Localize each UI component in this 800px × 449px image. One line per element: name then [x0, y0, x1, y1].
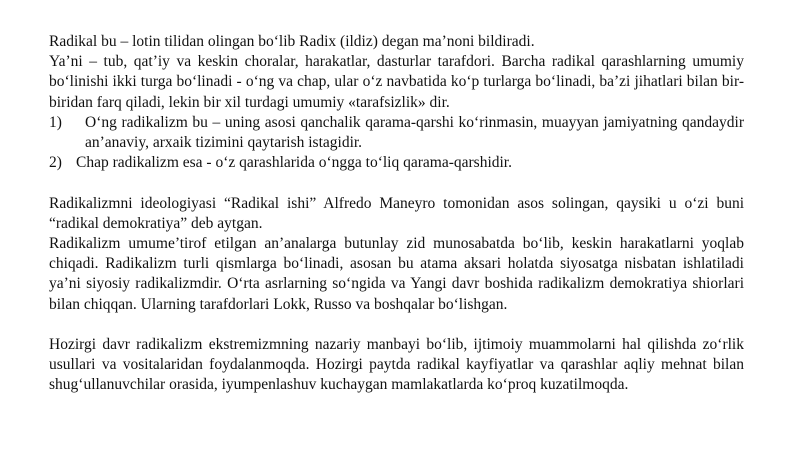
paragraph-gap [49, 173, 744, 193]
history-paragraph: Radikalizm umume’tirof etilgan an’analarga butunlay zid munosabatda bo‘lib, keskin harakatlarni yoqlab chiqadi. Radikalizm turli qismlarga bo‘linadi, asosan bu atama aksari holatda siyosatga nisbatan ishlatiladi ya’ni siyosiy radikalizmdir. O‘rta asrlarning so‘ngida va Yangi davr boshida radikalizm demokratiya shiorlari bilan chiqqan. Ularning tarafdorlari Lokk, Russo va boshqalar bo‘lishgan. [49, 235, 744, 313]
list-item-left-radicalism [49, 153, 744, 173]
document-page [49, 32, 744, 396]
ideology-section [49, 194, 744, 315]
paragraph-gap [49, 315, 744, 335]
list-item-right-radicalism [49, 113, 744, 153]
definition-section [49, 32, 744, 173]
definition-paragraph: Radikal bu – lotin tilidan olingan bo‘lib Radix (ildiz) degan ma’noni bildiradi. [49, 33, 535, 50]
list-number: 1) [49, 113, 62, 131]
list-item-text: O‘ng radikalizm bu – uning asosi qanchalik qarama-qarshi ko‘rinmasin, muayyan jamiyatning qandaydir an’anaviy, arxaik tizimini qaytarish istagidir. [85, 113, 744, 152]
classification-paragraph: Ya’ni – tub, qat’iy va keskin choralar, harakatlar, dasturlar tarafdori. Barcha radikal qarashlarning umumiy bo‘linishi ikki turga bo‘linadi - o‘ng va chap, ular o‘z navbatida ko‘p turlarga bo‘linadi, ba’zi jihatlari bilan bir-biridan farq qiladi, lekin bir xil turdagi umumiy «tarafsizlik» dir. [49, 53, 744, 111]
ideology-paragraph: Radikalizmni ideologiyasi “Radikal ishi” Alfredo Maneyro tomonidan asos solingan, qaysiki u o‘zi buni “radikal demokratiya” deb aytgan. [49, 194, 744, 232]
modern-section [49, 335, 744, 396]
list-item-text: Chap radikalizm esa - o‘z qarashlarida o‘ngga to‘liq qarama-qarshidir. [76, 154, 512, 172]
list-number: 2) [49, 154, 62, 172]
modern-radicalism-paragraph: Hozirgi davr radikalizm ekstremizmning nazariy manbayi bo‘lib, ijtimoiy muammolarni hal qilishda zo‘rlik usullari va vositalaridan foydalanmoqda. Hozirgi paytda radikal kayfiyatlar va qarashlar aqliy mehnat bilan shug‘ullanuvchilar orasida, iyumpenlashuv kuchaygan mamlakatlarda ko‘proq kuzatilmoqda. [49, 336, 744, 394]
